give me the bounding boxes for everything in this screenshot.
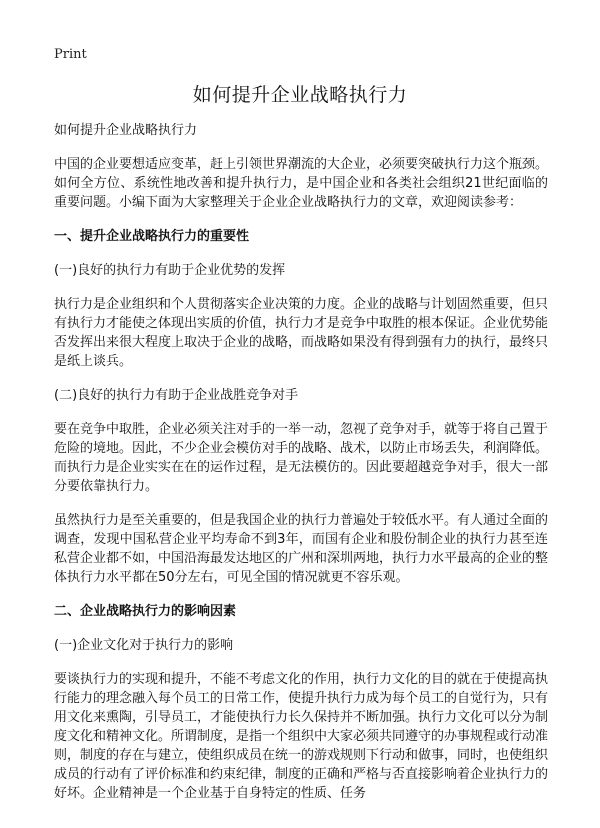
section-2-heading: 二、企业战略执行力的影响因素 xyxy=(54,604,237,619)
document-title: 如何提升企业战略执行力 xyxy=(192,84,408,106)
section-1-heading: 一、提升企业战略执行力的重要性 xyxy=(54,229,250,244)
document-body xyxy=(54,121,548,818)
section-1-extra-paragraph: 虽然执行力是至关重要的，但是我国企业的执行力普遍处于较低水平。有人通过全面的调查，发现中国私营企业平均寿命不到3年，而国有企业和股份制企业的执行力甚至连私营企业都不如，中国沿海最发达地区的广州和深圳两地，执行力水平最高的企业的整体执行力水平都在50分左右，可见全国的情况就更不容乐观。 xyxy=(54,513,549,585)
section-1-sub-1-paragraph: 执行力是企业组织和个人贯彻落实企业决策的力度。企业的战略与计划固然重要，但只有执行力才能使之体现出实质的价值，执行力才是竞争中取胜的根本保证。企业优势能否发挥出来很大程度上取决于企业的战略，而战略如果没有得到强有力的执行，最终只是纸上谈兵。 xyxy=(54,297,549,369)
intro-label: 如何提升企业战略执行力 xyxy=(54,123,198,138)
section-1-sub-2-paragraph: 要在竞争中取胜，企业必须关注对手的一举一动，忽视了竞争对手，就等于将自己置于危险的境地。因此，不少企业会模仿对手的战略、战术，以防止市场丢失，利润降低。而执行力是企业实实在在的运作过程，是无法模仿的。因此要超越竞争对手，很大一部分要依靠执行力。 xyxy=(54,422,549,494)
print-link[interactable]: Print xyxy=(54,47,87,62)
section-1-sub-1-heading: (一)良好的执行力有助于企业优势的发挥 xyxy=(54,263,286,278)
intro-paragraph: 中国的企业要想适应变革，赶上引领世界潮流的大企业，必须要突破执行力这个瓶颈。如何全方位、系统性地改善和提升执行力，是中国企业和各类社会组织21世纪面临的重要问题。小编下面为大家整理关于企业企业战略执行力的文章，欢迎阅读参考： xyxy=(54,157,549,210)
section-1-sub-2-heading: (二)良好的执行力有助于企业战胜竞争对手 xyxy=(54,388,299,403)
section-2-sub-1-paragraph: 要谈执行力的实现和提升，不能不考虑文化的作用，执行力文化的目的就在于使提高执行能力的理念融入每个员工的日常工作，使提升执行力成为每个员工的自觉行为，只有用文化来熏陶，引导员工，才能使执行力长久保持并不断加强。执行力文化可以分为制度文化和精神文化。所谓制度，是指一个组织中大家必须共同遵守的办事规程或行动准则，制度的存在与建立，使组织成员在统一的游戏规则下行动和做事，同时，也使组织成员的行动有了评价标准和约束纪律，制度的正确和严格与否直接影响着企业执行力的好坏。企业精神是一个企业基于自身特定的性质、任务 xyxy=(54,672,549,801)
section-2-sub-1-heading: (一)企业文化对于执行力的影响 xyxy=(54,638,234,653)
